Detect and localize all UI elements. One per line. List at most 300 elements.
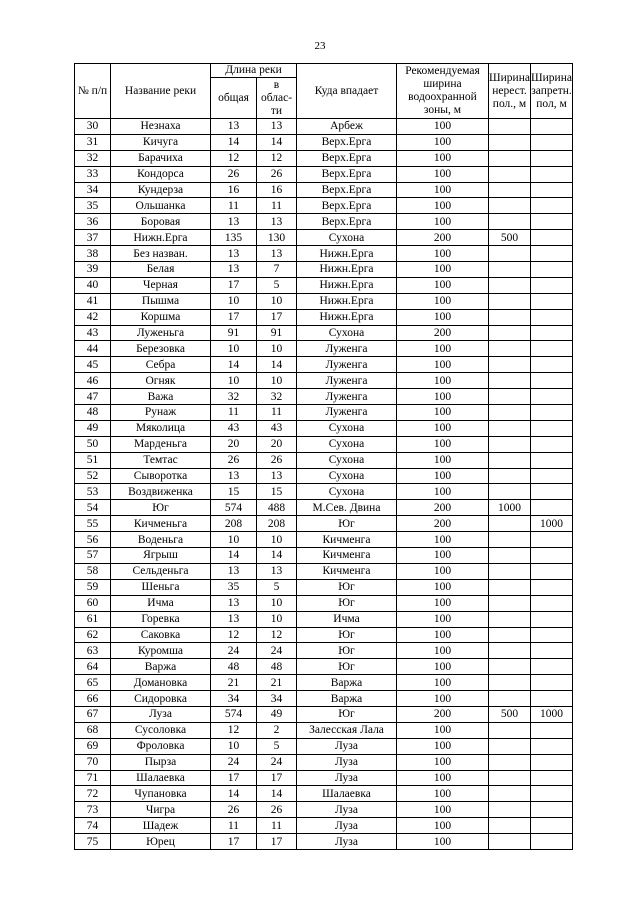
cell-mouth: Верх.Ерга [297, 134, 397, 150]
header-spawn: Ширина нерест. пол., м [489, 64, 531, 119]
cell-region: 10 [257, 373, 297, 389]
cell-spawn [489, 262, 531, 278]
cell-spawn [489, 277, 531, 293]
cell-region: 11 [257, 818, 297, 834]
cell-region: 13 [257, 246, 297, 262]
cell-zone: 100 [397, 818, 489, 834]
table-row [75, 691, 573, 707]
cell-region: 34 [257, 691, 297, 707]
table-row [75, 786, 573, 802]
cell-zone: 100 [397, 182, 489, 198]
cell-spawn [489, 420, 531, 436]
cell-spawn [489, 357, 531, 373]
cell-total: 34 [211, 691, 257, 707]
cell-num: 37 [75, 230, 111, 246]
table-row [75, 262, 573, 278]
cell-name: Чигра [111, 802, 211, 818]
cell-region: 14 [257, 548, 297, 564]
cell-spawn [489, 150, 531, 166]
cell-zone: 100 [397, 659, 489, 675]
cell-zone: 100 [397, 579, 489, 595]
cell-spawn [489, 579, 531, 595]
cell-prohib [531, 579, 573, 595]
cell-prohib [531, 595, 573, 611]
cell-name: Белая [111, 262, 211, 278]
cell-zone: 100 [397, 166, 489, 182]
cell-spawn [489, 246, 531, 262]
cell-spawn [489, 373, 531, 389]
table-row [75, 611, 573, 627]
cell-spawn [489, 182, 531, 198]
cell-mouth: Варжа [297, 691, 397, 707]
cell-num: 68 [75, 722, 111, 738]
cell-num: 74 [75, 818, 111, 834]
cell-num: 38 [75, 246, 111, 262]
cell-name: Пышма [111, 293, 211, 309]
cell-zone: 100 [397, 786, 489, 802]
cell-prohib [531, 675, 573, 691]
cell-total: 11 [211, 818, 257, 834]
cell-spawn [489, 293, 531, 309]
cell-spawn [489, 770, 531, 786]
cell-spawn [489, 516, 531, 532]
cell-spawn [489, 675, 531, 691]
cell-mouth: Кичменга [297, 548, 397, 564]
table-row [75, 198, 573, 214]
cell-zone: 100 [397, 548, 489, 564]
cell-total: 13 [211, 563, 257, 579]
cell-mouth: Юг [297, 706, 397, 722]
cell-num: 41 [75, 293, 111, 309]
cell-num: 65 [75, 675, 111, 691]
cell-total: 13 [211, 595, 257, 611]
cell-region: 2 [257, 722, 297, 738]
cell-mouth: Сухона [297, 230, 397, 246]
cell-name: Сыворотка [111, 468, 211, 484]
cell-zone: 100 [397, 309, 489, 325]
cell-spawn [489, 198, 531, 214]
cell-total: 17 [211, 770, 257, 786]
cell-name: Сусоловка [111, 722, 211, 738]
cell-region: 26 [257, 452, 297, 468]
cell-prohib [531, 150, 573, 166]
table-row [75, 548, 573, 564]
cell-name: Саковка [111, 627, 211, 643]
cell-spawn [489, 627, 531, 643]
cell-region: 13 [257, 468, 297, 484]
table-row [75, 166, 573, 182]
cell-prohib [531, 309, 573, 325]
cell-region: 49 [257, 706, 297, 722]
cell-region: 26 [257, 802, 297, 818]
cell-num: 57 [75, 548, 111, 564]
cell-spawn [489, 786, 531, 802]
cell-spawn: 1000 [489, 500, 531, 516]
cell-num: 36 [75, 214, 111, 230]
cell-mouth: Юг [297, 643, 397, 659]
table-row [75, 754, 573, 770]
cell-spawn [489, 405, 531, 421]
cell-zone: 100 [397, 452, 489, 468]
cell-mouth: Верх.Ерга [297, 214, 397, 230]
cell-name: Юрец [111, 834, 211, 850]
table-row [75, 675, 573, 691]
cell-mouth: Арбеж [297, 119, 397, 135]
cell-total: 91 [211, 325, 257, 341]
cell-prohib [531, 754, 573, 770]
cell-num: 45 [75, 357, 111, 373]
cell-name: Ольшанка [111, 198, 211, 214]
cell-region: 21 [257, 675, 297, 691]
cell-name: Воздвиженка [111, 484, 211, 500]
cell-region: 10 [257, 293, 297, 309]
cell-region: 48 [257, 659, 297, 675]
cell-num: 64 [75, 659, 111, 675]
cell-name: Барачиха [111, 150, 211, 166]
cell-mouth: Нижн.Ерга [297, 262, 397, 278]
cell-total: 15 [211, 484, 257, 500]
cell-spawn [489, 659, 531, 675]
cell-region: 12 [257, 150, 297, 166]
table-row [75, 325, 573, 341]
cell-mouth: Луженга [297, 357, 397, 373]
cell-region: 20 [257, 436, 297, 452]
cell-mouth: Луженга [297, 405, 397, 421]
cell-mouth: Варжа [297, 675, 397, 691]
cell-num: 52 [75, 468, 111, 484]
cell-total: 17 [211, 277, 257, 293]
cell-prohib [531, 198, 573, 214]
cell-zone: 100 [397, 802, 489, 818]
cell-total: 21 [211, 675, 257, 691]
cell-name: Нижн.Ерга [111, 230, 211, 246]
cell-prohib [531, 802, 573, 818]
cell-prohib [531, 738, 573, 754]
table-row [75, 627, 573, 643]
cell-prohib [531, 452, 573, 468]
cell-zone: 100 [397, 691, 489, 707]
cell-total: 12 [211, 150, 257, 166]
cell-prohib [531, 532, 573, 548]
cell-total: 26 [211, 166, 257, 182]
rivers-table [74, 63, 573, 850]
cell-total: 16 [211, 182, 257, 198]
cell-name: Кичуга [111, 134, 211, 150]
cell-num: 70 [75, 754, 111, 770]
cell-prohib [531, 262, 573, 278]
cell-zone: 100 [397, 627, 489, 643]
cell-total: 10 [211, 373, 257, 389]
cell-spawn [489, 341, 531, 357]
cell-spawn [489, 722, 531, 738]
cell-zone: 100 [397, 611, 489, 627]
table-row [75, 722, 573, 738]
cell-region: 17 [257, 770, 297, 786]
cell-num: 34 [75, 182, 111, 198]
table-row [75, 563, 573, 579]
cell-prohib [531, 293, 573, 309]
cell-zone: 100 [397, 119, 489, 135]
cell-spawn [489, 643, 531, 659]
cell-prohib [531, 611, 573, 627]
cell-total: 24 [211, 643, 257, 659]
cell-total: 43 [211, 420, 257, 436]
cell-region: 13 [257, 563, 297, 579]
cell-name: Огняк [111, 373, 211, 389]
cell-num: 58 [75, 563, 111, 579]
cell-total: 10 [211, 293, 257, 309]
cell-zone: 100 [397, 389, 489, 405]
cell-mouth: Нижн.Ерга [297, 293, 397, 309]
cell-num: 40 [75, 277, 111, 293]
cell-num: 56 [75, 532, 111, 548]
cell-num: 35 [75, 198, 111, 214]
cell-mouth: Нижн.Ерга [297, 246, 397, 262]
cell-spawn [489, 834, 531, 850]
cell-zone: 100 [397, 484, 489, 500]
cell-spawn: 500 [489, 706, 531, 722]
cell-total: 17 [211, 834, 257, 850]
cell-num: 54 [75, 500, 111, 516]
cell-mouth: Сухона [297, 420, 397, 436]
cell-name: Юг [111, 500, 211, 516]
table-row [75, 246, 573, 262]
cell-num: 75 [75, 834, 111, 850]
cell-region: 91 [257, 325, 297, 341]
cell-name: Варжа [111, 659, 211, 675]
cell-name: Сельденьга [111, 563, 211, 579]
page-number: 23 [314, 40, 326, 52]
cell-total: 35 [211, 579, 257, 595]
cell-prohib [531, 246, 573, 262]
cell-name: Кондорса [111, 166, 211, 182]
cell-mouth: Луза [297, 770, 397, 786]
cell-name: Домановка [111, 675, 211, 691]
cell-spawn [489, 325, 531, 341]
cell-num: 47 [75, 389, 111, 405]
cell-region: 10 [257, 595, 297, 611]
table-row [75, 468, 573, 484]
table-row [75, 182, 573, 198]
cell-spawn [489, 691, 531, 707]
cell-region: 10 [257, 532, 297, 548]
cell-num: 69 [75, 738, 111, 754]
cell-num: 48 [75, 405, 111, 421]
table-row [75, 405, 573, 421]
cell-name: Луза [111, 706, 211, 722]
table-row [75, 818, 573, 834]
cell-name: Рунаж [111, 405, 211, 421]
cell-num: 39 [75, 262, 111, 278]
cell-total: 10 [211, 532, 257, 548]
cell-region: 11 [257, 405, 297, 421]
cell-zone: 100 [397, 198, 489, 214]
table-row [75, 214, 573, 230]
cell-zone: 100 [397, 834, 489, 850]
cell-region: 5 [257, 738, 297, 754]
cell-zone: 200 [397, 706, 489, 722]
cell-prohib [531, 484, 573, 500]
cell-spawn [489, 214, 531, 230]
table-row [75, 277, 573, 293]
cell-mouth: Залесская Лала [297, 722, 397, 738]
cell-num: 42 [75, 309, 111, 325]
cell-region: 11 [257, 198, 297, 214]
cell-num: 72 [75, 786, 111, 802]
cell-zone: 100 [397, 150, 489, 166]
cell-mouth: Юг [297, 595, 397, 611]
cell-name: Шалаевка [111, 770, 211, 786]
table-row [75, 452, 573, 468]
cell-zone: 100 [397, 420, 489, 436]
header-mouth: Куда впадает [297, 64, 397, 119]
cell-prohib [531, 818, 573, 834]
table-row [75, 309, 573, 325]
cell-total: 208 [211, 516, 257, 532]
cell-total: 10 [211, 738, 257, 754]
cell-prohib [531, 834, 573, 850]
table-row [75, 643, 573, 659]
cell-total: 574 [211, 500, 257, 516]
table-row [75, 532, 573, 548]
cell-spawn [489, 818, 531, 834]
cell-zone: 100 [397, 436, 489, 452]
table-body [75, 119, 573, 850]
cell-num: 60 [75, 595, 111, 611]
cell-total: 13 [211, 611, 257, 627]
cell-name: Сидоровка [111, 691, 211, 707]
cell-zone: 100 [397, 277, 489, 293]
cell-mouth: Луза [297, 818, 397, 834]
cell-num: 73 [75, 802, 111, 818]
cell-region: 24 [257, 643, 297, 659]
cell-mouth: Луза [297, 738, 397, 754]
cell-name: Горевка [111, 611, 211, 627]
cell-num: 30 [75, 119, 111, 135]
cell-name: Марденьга [111, 436, 211, 452]
cell-region: 10 [257, 341, 297, 357]
cell-mouth: Луза [297, 834, 397, 850]
cell-total: 11 [211, 198, 257, 214]
cell-prohib [531, 436, 573, 452]
cell-total: 24 [211, 754, 257, 770]
table-row [75, 802, 573, 818]
cell-zone: 100 [397, 738, 489, 754]
cell-name: Ягрыш [111, 548, 211, 564]
cell-prohib [531, 119, 573, 135]
table-row [75, 373, 573, 389]
cell-prohib: 1000 [531, 516, 573, 532]
cell-spawn [489, 548, 531, 564]
header-total: общая [211, 78, 257, 119]
table-row [75, 834, 573, 850]
cell-mouth: Шалаевка [297, 786, 397, 802]
cell-mouth: Верх.Ерга [297, 150, 397, 166]
cell-zone: 100 [397, 373, 489, 389]
cell-total: 26 [211, 802, 257, 818]
cell-zone: 100 [397, 214, 489, 230]
cell-prohib [531, 134, 573, 150]
cell-num: 33 [75, 166, 111, 182]
cell-mouth: Юг [297, 627, 397, 643]
cell-zone: 100 [397, 262, 489, 278]
cell-total: 14 [211, 134, 257, 150]
cell-prohib [531, 691, 573, 707]
cell-prohib [531, 166, 573, 182]
table-row [75, 484, 573, 500]
cell-name: Фроловка [111, 738, 211, 754]
cell-spawn [489, 166, 531, 182]
cell-spawn [489, 389, 531, 405]
cell-spawn [489, 436, 531, 452]
cell-region: 26 [257, 166, 297, 182]
cell-name: Кундерза [111, 182, 211, 198]
cell-zone: 200 [397, 516, 489, 532]
cell-region: 14 [257, 357, 297, 373]
cell-region: 14 [257, 134, 297, 150]
table-row [75, 389, 573, 405]
table-row [75, 357, 573, 373]
cell-num: 59 [75, 579, 111, 595]
cell-zone: 200 [397, 500, 489, 516]
cell-prohib [531, 468, 573, 484]
cell-num: 32 [75, 150, 111, 166]
cell-spawn [489, 134, 531, 150]
cell-region: 7 [257, 262, 297, 278]
table-row [75, 500, 573, 516]
cell-zone: 100 [397, 770, 489, 786]
cell-mouth: Сухона [297, 325, 397, 341]
cell-prohib [531, 722, 573, 738]
cell-spawn [489, 452, 531, 468]
cell-mouth: Луженга [297, 341, 397, 357]
cell-region: 10 [257, 611, 297, 627]
cell-mouth: Сухона [297, 436, 397, 452]
cell-name: Без назван. [111, 246, 211, 262]
cell-name: Незнаха [111, 119, 211, 135]
cell-num: 67 [75, 706, 111, 722]
cell-spawn [489, 611, 531, 627]
cell-region: 14 [257, 786, 297, 802]
cell-name: Шадеж [111, 818, 211, 834]
cell-prohib [531, 182, 573, 198]
cell-num: 61 [75, 611, 111, 627]
header-name: Название реки [111, 64, 211, 119]
cell-num: 62 [75, 627, 111, 643]
cell-region: 208 [257, 516, 297, 532]
cell-region: 24 [257, 754, 297, 770]
cell-zone: 200 [397, 325, 489, 341]
cell-mouth: Кичменга [297, 563, 397, 579]
table-row [75, 119, 573, 135]
cell-name: Темтас [111, 452, 211, 468]
cell-region: 43 [257, 420, 297, 436]
cell-num: 49 [75, 420, 111, 436]
cell-mouth: Верх.Ерга [297, 182, 397, 198]
cell-zone: 100 [397, 293, 489, 309]
cell-mouth: Верх.Ерга [297, 166, 397, 182]
cell-mouth: Юг [297, 659, 397, 675]
cell-name: Ичма [111, 595, 211, 611]
cell-total: 26 [211, 452, 257, 468]
cell-zone: 100 [397, 246, 489, 262]
cell-region: 130 [257, 230, 297, 246]
cell-name: Воденьга [111, 532, 211, 548]
cell-mouth: Сухона [297, 452, 397, 468]
cell-zone: 100 [397, 134, 489, 150]
cell-zone: 100 [397, 405, 489, 421]
cell-prohib [531, 420, 573, 436]
